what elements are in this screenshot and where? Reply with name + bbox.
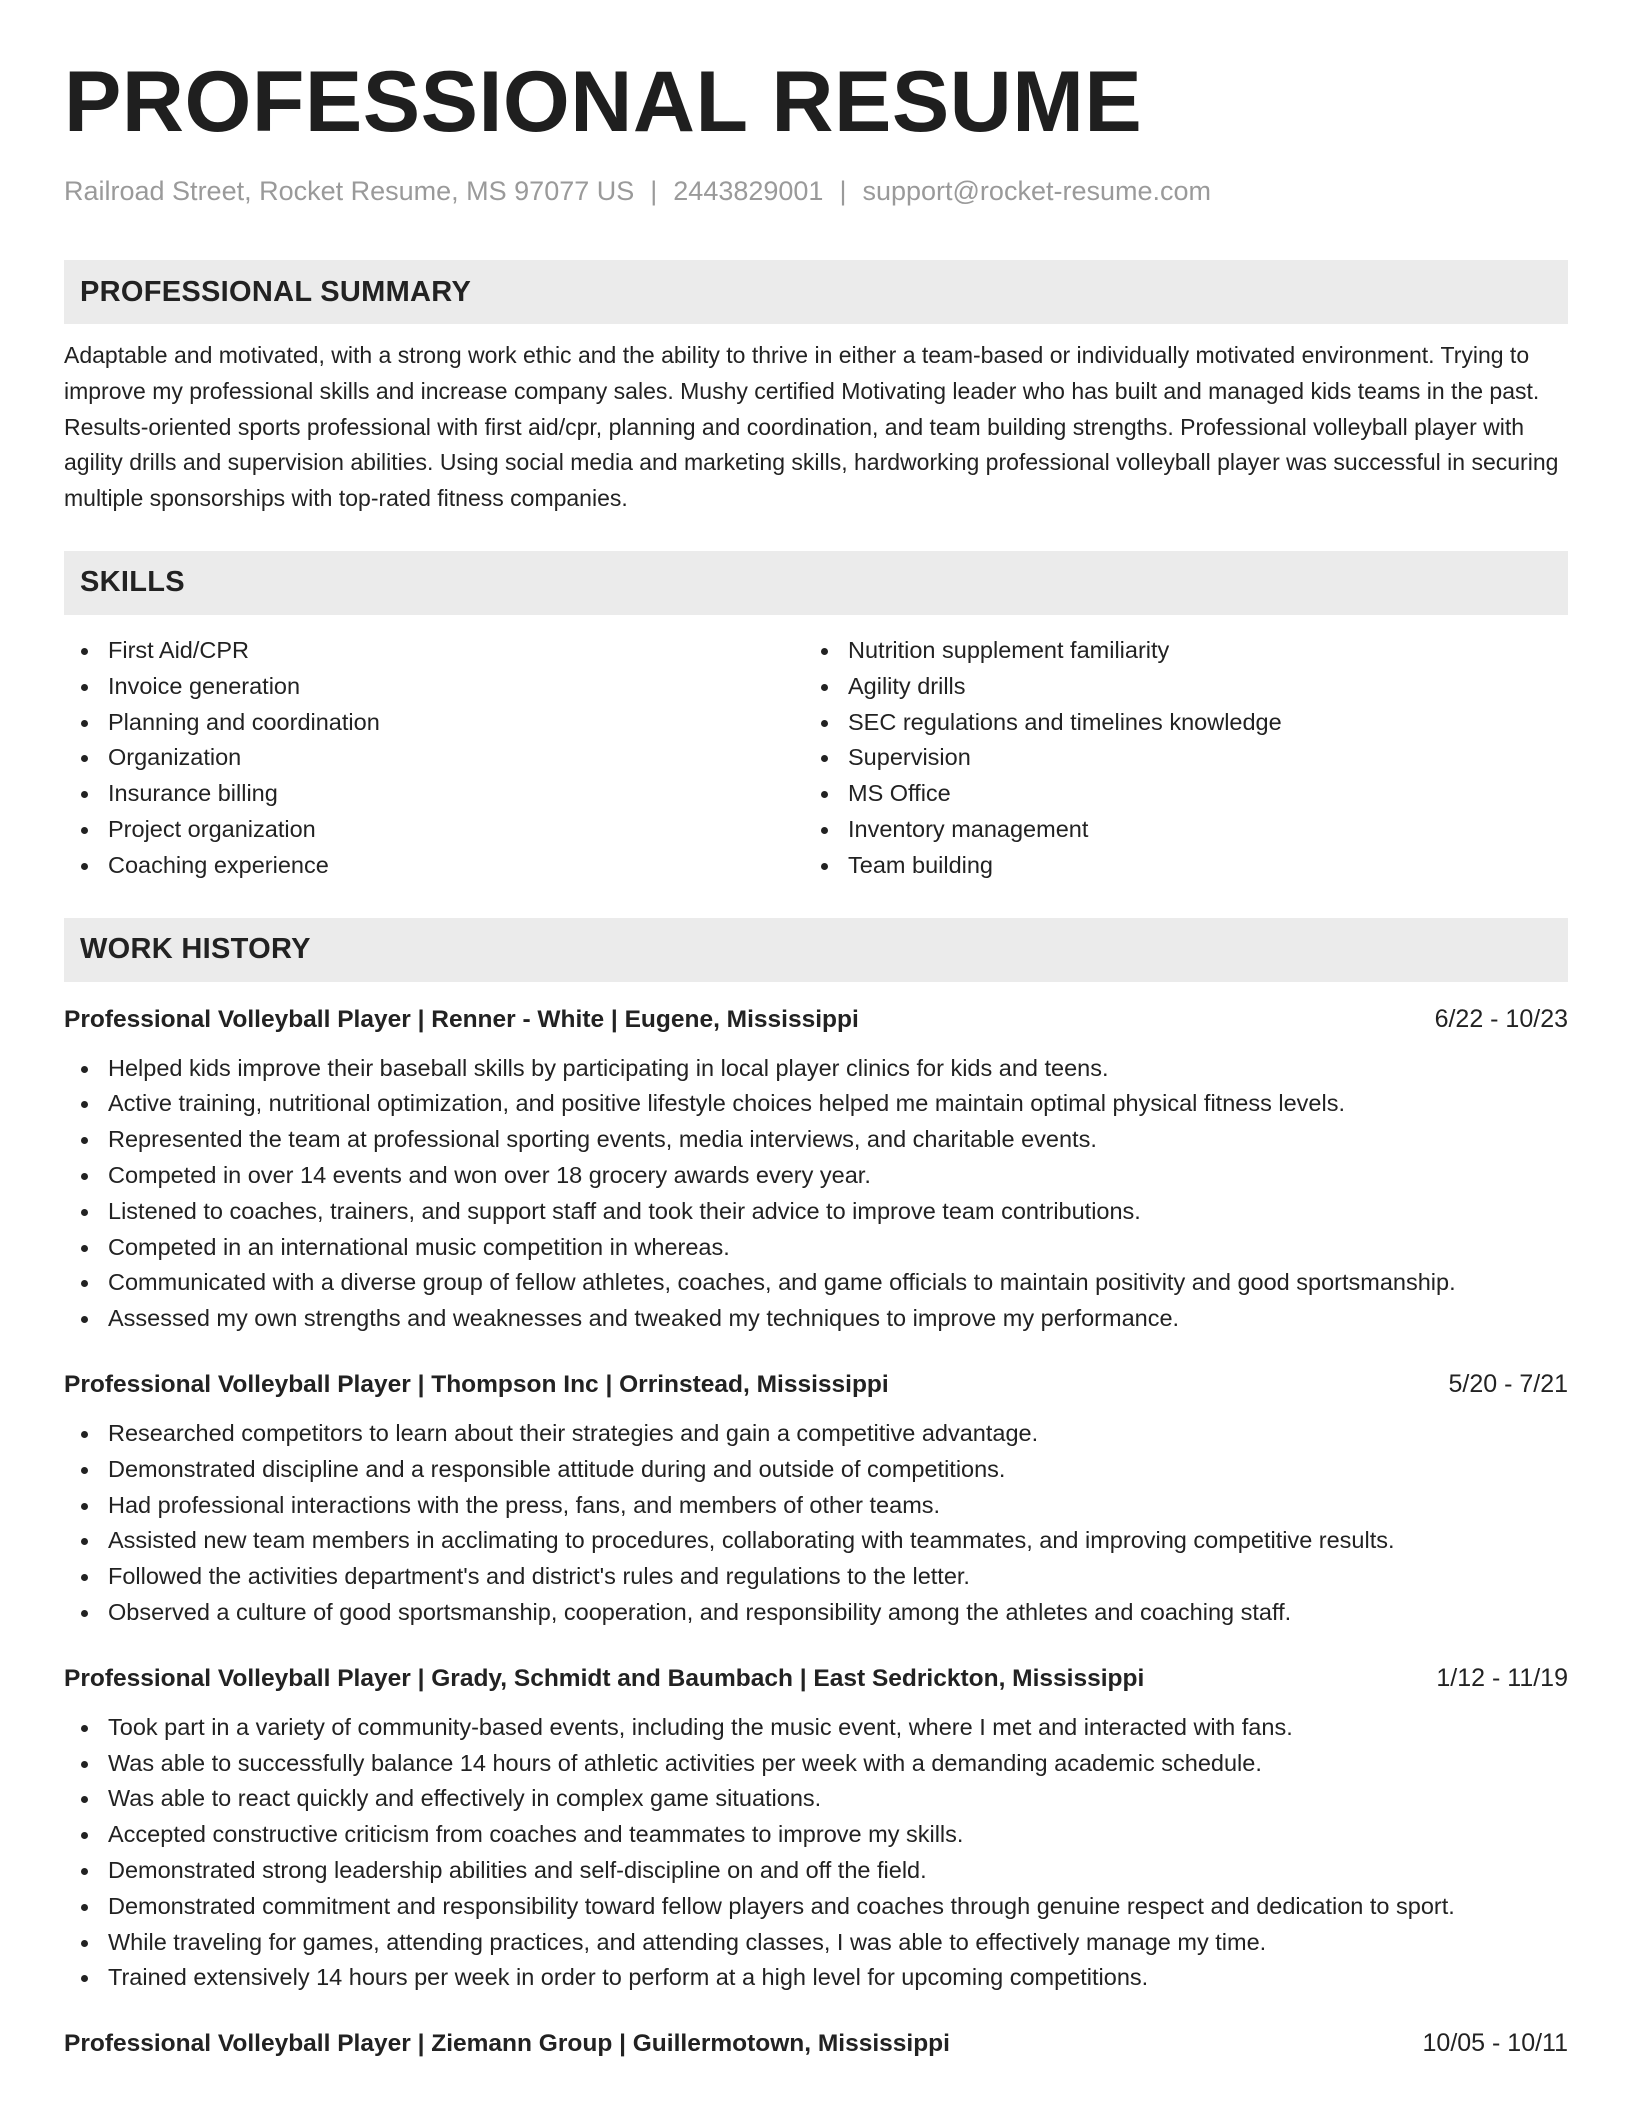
work-history-section-header xyxy=(64,918,1568,982)
duty-item: Active training, nutritional optimization, and positive lifestyle choices helped me maintain optimal physical fitness levels. xyxy=(64,1086,1568,1122)
skills-column-right xyxy=(804,633,1544,884)
skill-item: Insurance billing xyxy=(64,776,804,812)
duty-item: Assessed my own strengths and weaknesses and tweaked my techniques to improve my performance. xyxy=(64,1301,1568,1337)
duty-item: Communicated with a diverse group of fellow athletes, coaches, and game officials to maintain positivity and good sportsmanship. xyxy=(64,1265,1568,1301)
job-title: Professional Volleyball Player | Ziemann Group | Guillermotown, Mississippi xyxy=(64,2030,950,2058)
skill-item: Supervision xyxy=(804,740,1544,776)
skills-column-left xyxy=(64,633,804,884)
duty-item: Researched competitors to learn about their strategies and gain a competitive advantage. xyxy=(64,1416,1568,1452)
duty-item: Helped kids improve their baseball skills by participating in local player clinics for kids and teens. xyxy=(64,1051,1568,1087)
duty-item: Followed the activities department's and district's rules and regulations to the letter. xyxy=(64,1559,1568,1595)
duty-item: Was able to react quickly and effectively in complex game situations. xyxy=(64,1781,1568,1817)
duty-item: Competed in over 14 events and won over 18 grocery awards every year. xyxy=(64,1158,1568,1194)
job-title: Professional Volleyball Player | Grady, Schmidt and Baumbach | East Sedrickton, Mississippi xyxy=(64,1664,1145,1692)
duty-item: Took part in a variety of community-based events, including the music event, where I met and interacted with fans. xyxy=(64,1710,1568,1746)
contact-separator: | xyxy=(839,176,847,206)
job-dates: 10/05 - 10/11 xyxy=(1422,2029,1568,2058)
contact-email: support@rocket-resume.com xyxy=(862,176,1211,206)
skill-item: Team building xyxy=(804,848,1544,884)
skills-section-header xyxy=(64,551,1568,615)
duty-item: Demonstrated strong leadership abilities and self-discipline on and off the field. xyxy=(64,1853,1568,1889)
duty-item: Had professional interactions with the press, fans, and members of other teams. xyxy=(64,1488,1568,1524)
contact-line xyxy=(64,174,1568,208)
job-dates: 6/22 - 10/23 xyxy=(1434,1004,1568,1033)
job-duties xyxy=(64,1710,1568,1996)
job-dates: 5/20 - 7/21 xyxy=(1448,1369,1568,1398)
duty-item: Trained extensively 14 hours per week in order to perform at a high level for upcoming competitions. xyxy=(64,1960,1568,1996)
summary-heading: PROFESSIONAL SUMMARY xyxy=(80,275,472,308)
skill-item: Project organization xyxy=(64,812,804,848)
contact-separator: | xyxy=(650,176,658,206)
job-entry xyxy=(64,1367,1568,1631)
duty-item: Accepted constructive criticism from coaches and teammates to improve my skills. xyxy=(64,1817,1568,1853)
job-entry xyxy=(64,1002,1568,1337)
skill-item: Nutrition supplement familiarity xyxy=(804,633,1544,669)
job-duties xyxy=(64,1051,1568,1337)
job-entry xyxy=(64,2026,1568,2061)
skill-item: Coaching experience xyxy=(64,848,804,884)
skill-item: SEC regulations and timelines knowledge xyxy=(804,705,1544,741)
duty-item: Demonstrated discipline and a responsible attitude during and outside of competitions. xyxy=(64,1452,1568,1488)
duty-item: Competed in an international music competition in whereas. xyxy=(64,1230,1568,1266)
job-title: Professional Volleyball Player | Thompson Inc | Orrinstead, Mississippi xyxy=(64,1370,889,1398)
skill-item: First Aid/CPR xyxy=(64,633,804,669)
resume-name: PROFESSIONAL RESUME xyxy=(64,54,1143,150)
job-header xyxy=(64,1661,1568,1696)
skill-item: Planning and coordination xyxy=(64,705,804,741)
job-entry xyxy=(64,1661,1568,1996)
duty-item: Was able to successfully balance 14 hours of athletic activities per week with a demanding academic schedule. xyxy=(64,1746,1568,1782)
job-header xyxy=(64,2026,1568,2061)
duty-item: Observed a culture of good sportsmanship, cooperation, and responsibility among the athletes and coaching staff. xyxy=(64,1595,1568,1631)
duty-item: Listened to coaches, trainers, and support staff and took their advice to improve team contributions. xyxy=(64,1194,1568,1230)
duty-item: While traveling for games, attending practices, and attending classes, I was able to effectively manage my time. xyxy=(64,1925,1568,1961)
summary-text: Adaptable and motivated, with a strong work ethic and the ability to thrive in either a team-based or individually motivated environment. Trying to improve my professional skills and increase company sales. Mushy certified Motivating leader who has built and managed kids teams in the past. Results-oriented sports professional with first aid/cpr, planning and coordination, and team building strengths. Professional volleyball player with agility drills and supervision abilities. Using social media and marketing skills, hardworking professional volleyball player was successful in securing multiple sponsorships with top-rated fitness companies. xyxy=(64,342,1559,512)
duty-item: Represented the team at professional sporting events, media interviews, and charitable events. xyxy=(64,1122,1568,1158)
duty-item: Assisted new team members in acclimating to procedures, collaborating with teammates, and improving competitive results. xyxy=(64,1523,1568,1559)
contact-phone: 2443829001 xyxy=(673,176,824,206)
job-dates: 1/12 - 11/19 xyxy=(1436,1663,1568,1692)
job-duties xyxy=(64,1416,1568,1631)
job-title: Professional Volleyball Player | Renner - White | Eugene, Mississippi xyxy=(64,1005,859,1033)
job-header xyxy=(64,1002,1568,1037)
skill-item: MS Office xyxy=(804,776,1544,812)
skill-item: Organization xyxy=(64,740,804,776)
job-header xyxy=(64,1367,1568,1402)
skill-item: Agility drills xyxy=(804,669,1544,705)
skill-item: Inventory management xyxy=(804,812,1544,848)
skill-item: Invoice generation xyxy=(64,669,804,705)
summary-section-header xyxy=(64,260,1568,324)
contact-address: Railroad Street, Rocket Resume, MS 97077 US xyxy=(64,176,635,206)
work-history-heading: WORK HISTORY xyxy=(80,933,311,966)
skills-heading: SKILLS xyxy=(80,566,185,599)
duty-item: Demonstrated commitment and responsibility toward fellow players and coaches through genuine respect and dedication to sport. xyxy=(64,1889,1568,1925)
skills-list xyxy=(64,633,1568,884)
